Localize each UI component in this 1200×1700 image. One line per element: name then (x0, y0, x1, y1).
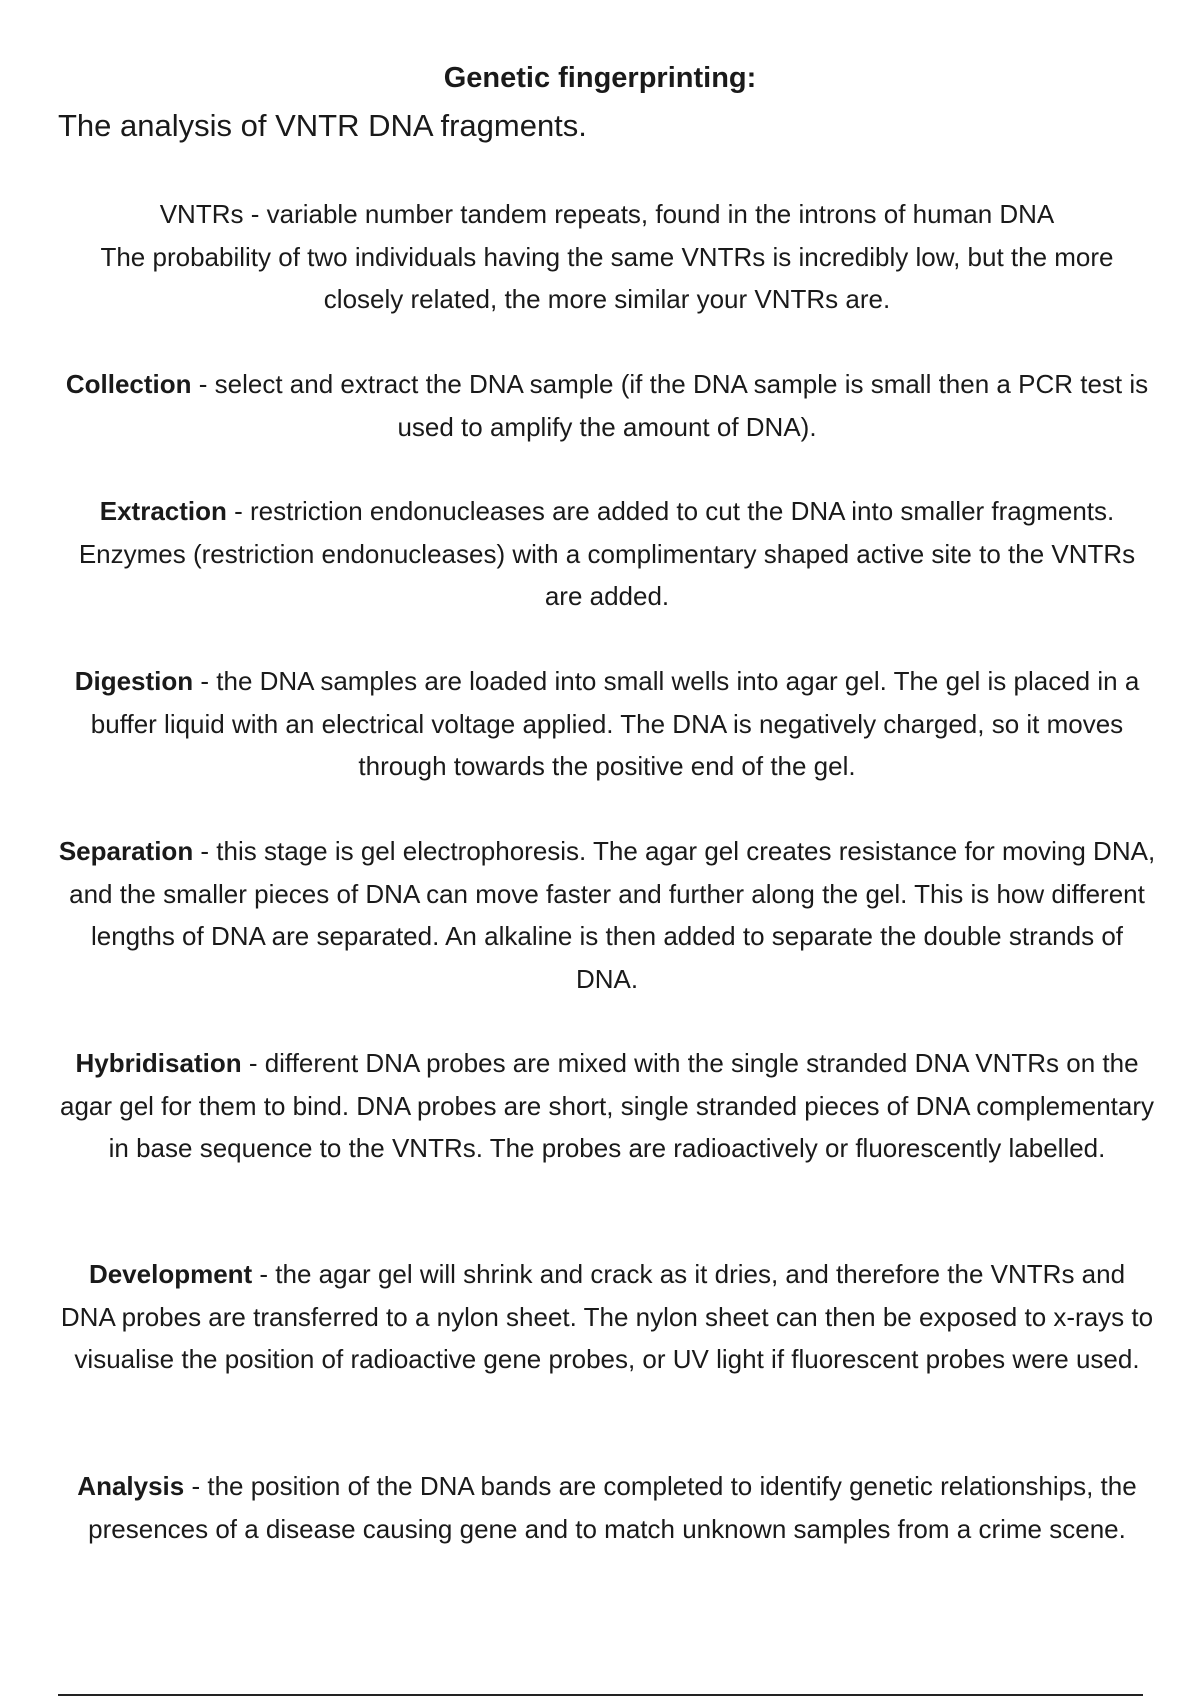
section-text: - restriction endonucleases are added to cut the DNA into smaller fragments. Enzymes (restriction endonucleases) with a complimentary shaped active site to the VNTRs are added. (78, 496, 1136, 611)
section-development (58, 1253, 1156, 1381)
section-term: Extraction (99, 496, 227, 526)
section-digestion (58, 660, 1156, 788)
section-separation (58, 830, 1156, 1000)
section-text: - the agar gel will shrink and crack as it dries, and therefore the VNTRs and DNA probes are transferred to a nylon sheet. The nylon sheet can then be exposed to x-rays to visualise the position of radioactive gene probes, or UV light if fluorescent probes were used. (60, 1259, 1154, 1374)
section-extraction (58, 490, 1156, 618)
section-text: - different DNA probes are mixed with the single stranded DNA VNTRs on the agar gel for them to bind. DNA probes are short, single stranded pieces of DNA complementary in base sequence to the VNTRs. The probes are radioactively or fluorescently labelled. (59, 1048, 1154, 1163)
section-text: - the DNA samples are loaded into small wells into agar gel. The gel is placed in a buffer liquid with an electrical voltage applied. The DNA is negatively charged, so it moves through towards the positive end of the gel. (90, 666, 1140, 781)
section-collection (58, 363, 1156, 448)
document-title: Genetic fingerprinting: (443, 62, 757, 94)
section-term: Development (88, 1259, 253, 1289)
section-analysis (58, 1465, 1156, 1550)
section-text: - this stage is gel electrophoresis. The agar gel creates resistance for moving DNA, and the smaller pieces of DNA can move faster and further along the gel. This is how different lengths of DNA are separated. An alkaline is then added to separate the double strands of DNA. (69, 836, 1156, 994)
intro-paragraph (58, 193, 1156, 321)
document-subtitle: The analysis of VNTR DNA fragments. (58, 108, 587, 143)
section-text: - select and extract the DNA sample (if the DNA sample is small then a PCR test is used to amplify the amount of DNA). (191, 369, 1149, 442)
section-term: Collection (65, 369, 192, 399)
intro-line-2: The probability of two individuals having the same VNTRs is incredibly low, but the more closely related, the more similar your VNTRs are. (100, 241, 1114, 314)
section-term: Digestion (74, 666, 194, 696)
section-term: Analysis (77, 1471, 185, 1501)
section-term: Hybridisation (75, 1048, 242, 1078)
section-text: - the position of the DNA bands are completed to identify genetic relationships, the presences of a disease causing gene and to match unknown samples from a crime scene. (88, 1471, 1137, 1544)
intro-line-1: VNTRs - variable number tandem repeats, found in the introns of human DNA (159, 199, 1055, 229)
section-hybridisation (58, 1042, 1156, 1170)
section-term: Separation (58, 836, 194, 866)
bottom-divider (58, 1694, 1143, 1696)
